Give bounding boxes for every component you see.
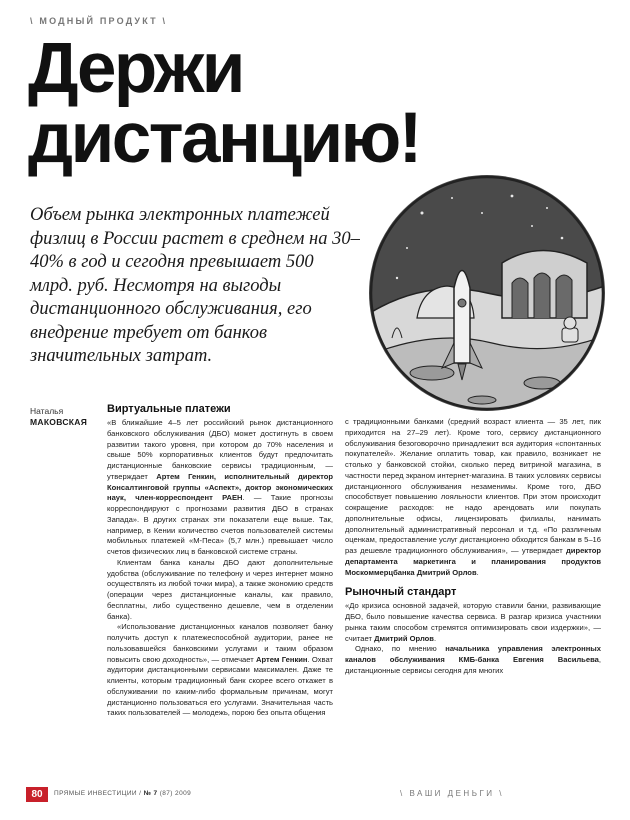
text-run: . Охват аудитории дистанционными сервисами максимален. Даже те клиенты, которым традиционный банк скорее всего откажет в обслуживании по каким-либо формальным причинам, могут дистанционно пользоваться его услугами. Значительная часть таких пользователей — молодежь, порою без опыта общения [107,654,333,718]
footer-section-name: \ ВАШИ ДЕНЬГИ \ [400,789,504,798]
page-footer [0,785,630,805]
page-number: 80 [26,787,48,802]
paragraph [345,601,601,644]
bold-run: начальника управления электронных каналов обслуживания КМБ-банка Евгения Васильева [345,644,602,664]
text-run: «Использование дистанционных каналов позволяет банку получить доступ к платежеспособной аудитории, ранее не пользовавшейся банковскими услугами и таким образом повысить свою доходность», — отмечает [107,622,333,664]
author-last-name: МАКОВСКАЯ [30,417,88,427]
bold-run: Дмитрий Орлов [374,633,434,643]
text-run: . [476,567,479,577]
title-line-2: дистанцию! [28,99,420,178]
column-2 [345,417,601,677]
text-run: . [433,633,437,643]
subheading-market-standard: Рыночный стандарт [345,586,457,599]
title-line-1: Держи [28,29,243,108]
text-run: «В ближайшие 4–5 лет российский рынок дистанционного банковского обслуживания (ДБО) может достигнуть в своем развитии такого уровня, при котором до 70% населения и свыше 50% корпоративных клиентов будут предпочитать дистанционные банковские сервисы традиционным, — утверждает [107,418,333,481]
paragraph [345,417,601,578]
author-byline [30,406,105,428]
paragraph [345,644,601,676]
publication-info [54,790,191,797]
issue-number: № 7 [143,790,158,797]
bold-run: Артем Генкин [255,654,308,664]
bold-run: Артем Генкин, исполнительный директор Консалтинговой группы «Аспект», доктор экономических наук, член-корреспондент РАЕН [107,471,334,503]
author-first-name: Наталья [30,406,64,416]
paragraph: Клиентам банка каналы ДБО дают дополнительные удобства (обслуживание по телефону и через интернет можно осуществлять из любой точки мира), а также экономию средств (операции через дистанционные каналы, как правило, бесплатны, либо существенно дешевле, чем в отделении банка). [107,557,333,621]
text-run: . — Такие прогнозы корреспондируют с прогнозами развития ДБО в странах Запада». В других странах эти показатели еще выше. Так, например, в Кении количество счетов пользователей системы мобильных платежей «М-Песа» (5,7 млн.) превышает число счетов физических лиц в банковской системе страны. [107,493,333,556]
subheading-virtual-payments: Виртуальные платежи [107,403,231,415]
publication-name: ПРЯМЫЕ ИНВЕСТИЦИИ / [54,790,144,797]
rocket-illustration [362,168,612,418]
section-tag: \ МОДНЫЙ ПРОДУКТ \ [30,16,168,26]
paragraph [107,622,333,719]
text-run: , дистанционные сервисы сегодня для многих [345,655,601,675]
paragraph [107,418,333,558]
column-1 [107,403,333,719]
text-run: Однако, по мнению [355,644,446,654]
bold-run: директор департамента маркетинга и планирования продуктов Москоммерцбанка Дмитрий Орлов [345,546,601,577]
issue-year: (87) 2009 [157,790,192,797]
article-title [28,29,420,178]
text-run: «До кризиса основной задачей, которую ставили банки, развивающие ДБО, было повышение качества сервиса. В разгар кризиса участники рынка таким способом стремятся оптимизировать свои издержки», — считает [345,601,601,643]
lead-paragraph: Объем рынка электронных платежей физлиц в России растет в среднем на 30–40% в год и сегодня превышает 500 млрд. руб. Несмотря на выгоды дистанционного обслуживания, его внедрение требует от банков значительных затрат. [30,205,360,366]
text-run: с традиционными банками (средний возраст клиента — 35 лет, пик приходится на 27–29 лет). Кроме того, сервису дистанционного обслуживания безоговорочно принадлежит вся аудитория «спонтанных покупателей». Желание оплатить товар, как правило, возникает не столько у банковской стойки, сколько перед витриной магазина, в частности перед экраном интернет-магазина. В таких условиях сервисы дистанционного обслуживания незаменимы. Кроме того, ДБО способствует повышению лояльности клиентов. При этом происходит сокращение расходов: не надо арендовать или покупать дополнительные офисы, лицензировать филиалы, нанимать дополнительный административный персонал и т.д. «По различным оценкам, предоставление услуг дистанционно обходится банкам в 5–16 раз дешевле традиционного обслуживания», — утверждает [345,417,601,555]
